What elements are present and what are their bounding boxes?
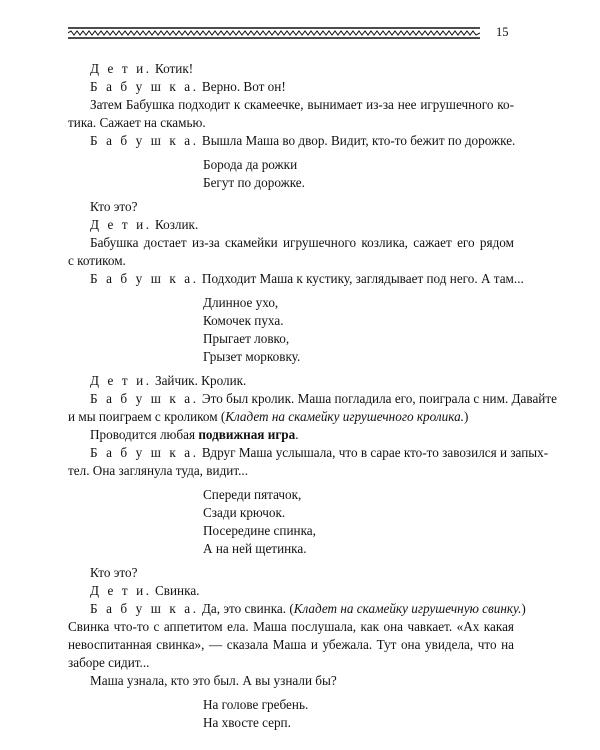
line-text: Комочек пуха.	[203, 313, 284, 328]
speaker-name: Б а б у ш к а.	[90, 601, 199, 616]
narration-line	[68, 234, 514, 252]
line-text: )	[463, 409, 469, 424]
speaker-name: Д е т и.	[90, 583, 152, 598]
verse-line	[203, 348, 503, 366]
verse-line	[203, 486, 503, 504]
line-text: Свинка.	[151, 583, 200, 598]
speaker-name: Б а б у ш к а.	[90, 133, 199, 148]
stage-direction: Кладет на скамейку игрушечного кролика.	[225, 409, 464, 424]
speaker-name: Д е т и.	[90, 217, 152, 232]
verse-line	[203, 312, 503, 330]
verse-line	[203, 504, 503, 522]
line-text: Бабушка достает из-за скамейки игрушечного козлика, сажает его рядом	[90, 235, 514, 250]
line-text: тел. Она заглянула туда, видит...	[68, 463, 248, 478]
line-text: и мы поиграем с кроликом (	[68, 409, 226, 424]
dialogue-line	[68, 462, 514, 480]
line-text: Грызет морковку.	[203, 349, 301, 364]
narration-line	[68, 114, 514, 132]
line-text: Затем Бабушка подходит к скамеечке, вынимает из-за нее игрушечного ко-	[90, 97, 514, 112]
dialogue-line	[68, 60, 514, 78]
dialogue-line	[68, 636, 514, 654]
line-text: Вдруг Маша услышала, что в сарае кто-то завозился и запых-	[198, 445, 549, 460]
line-text: Прыгает ловко,	[203, 331, 290, 346]
verse-line	[203, 294, 503, 312]
verse-line	[203, 696, 503, 714]
line-text: Маша узнала, кто это был. А вы узнали бы?	[90, 673, 337, 688]
line-text: Борода да рожки	[203, 157, 298, 172]
verse-line	[203, 330, 503, 348]
speaker-name: Б а б у ш к а.	[90, 79, 199, 94]
narration-line	[68, 252, 514, 270]
line-text: Спереди пятачок,	[203, 487, 302, 502]
verse-line	[203, 156, 503, 174]
dialogue-line	[68, 618, 514, 636]
dialogue-line	[68, 408, 514, 426]
line-text: Вышла Маша во двор. Видит, кто-то бежит по дорожке.	[198, 133, 516, 148]
stage-direction: Кладет на скамейку игрушечную свинку.	[293, 601, 522, 616]
verse-line	[203, 174, 503, 192]
speaker-name: Д е т и.	[90, 61, 152, 76]
line-text: Посередине спинка,	[203, 523, 316, 538]
dialogue-line	[68, 672, 514, 690]
line-text: А на ней щетинка.	[203, 541, 307, 556]
narration-line	[68, 426, 514, 444]
speaker-name: Б а б у ш к а.	[90, 445, 199, 460]
line-text: )	[521, 601, 526, 616]
dialogue-line	[68, 600, 526, 618]
line-text: Сзади крючок.	[203, 505, 286, 520]
narration-line	[68, 96, 514, 114]
dialogue-line	[68, 270, 524, 288]
dialogue-line	[68, 654, 514, 672]
line-text: заборе сидит...	[68, 655, 150, 670]
line-text: Котик!	[151, 61, 194, 76]
dialogue-line	[68, 390, 557, 408]
speaker-name: Б а б у ш к а.	[90, 391, 199, 406]
line-text: На голове гребень.	[203, 697, 309, 712]
dialogue-line	[68, 372, 514, 390]
page-number: 15	[496, 25, 509, 39]
line-text: невоспитанная свинка», — сказала Маша и убежала. Тут она увидела, что на	[68, 637, 514, 652]
line-text: Кто это?	[90, 565, 138, 580]
speaker-name: Д е т и.	[90, 373, 152, 388]
line-text: Зайчик. Кролик.	[151, 373, 247, 388]
line-text: Свинка что-то с аппетитом ела. Маша послушала, как она чавкает. «Ах какая	[68, 619, 514, 634]
verse-line	[203, 540, 503, 558]
line-text: с котиком.	[68, 253, 126, 268]
dialogue-line	[68, 132, 514, 150]
line-text: Проводится любая	[90, 427, 199, 442]
narration-line	[68, 198, 514, 216]
line-text: Верно. Вот он!	[198, 79, 286, 94]
dialogue-line	[68, 216, 514, 234]
line-text: Козлик.	[151, 217, 199, 232]
line-text: тика. Сажает на скамью.	[68, 115, 206, 130]
line-text: На хвосте серп.	[203, 715, 291, 730]
line-text: Бегут по дорожке.	[203, 175, 305, 190]
line-text: .	[295, 427, 299, 442]
narration-line	[68, 564, 514, 582]
verse-line	[203, 522, 503, 540]
line-text: Подходит Маша к кустику, заглядывает под него. А там...	[198, 271, 524, 286]
line-text: Да, это свинка. (	[198, 601, 294, 616]
emphasis-text: подвижная игра	[198, 427, 296, 442]
dialogue-line	[68, 582, 514, 600]
line-text: Длинное ухо,	[203, 295, 279, 310]
line-text: Кто это?	[90, 199, 138, 214]
line-text: Это был кролик. Маша погладила его, поиграла с ним. Давайте	[198, 391, 557, 406]
verse-line	[203, 714, 503, 732]
header-ornament-rule	[68, 26, 480, 40]
dialogue-line	[68, 78, 514, 96]
dialogue-line	[68, 444, 549, 462]
speaker-name: Б а б у ш к а.	[90, 271, 199, 286]
